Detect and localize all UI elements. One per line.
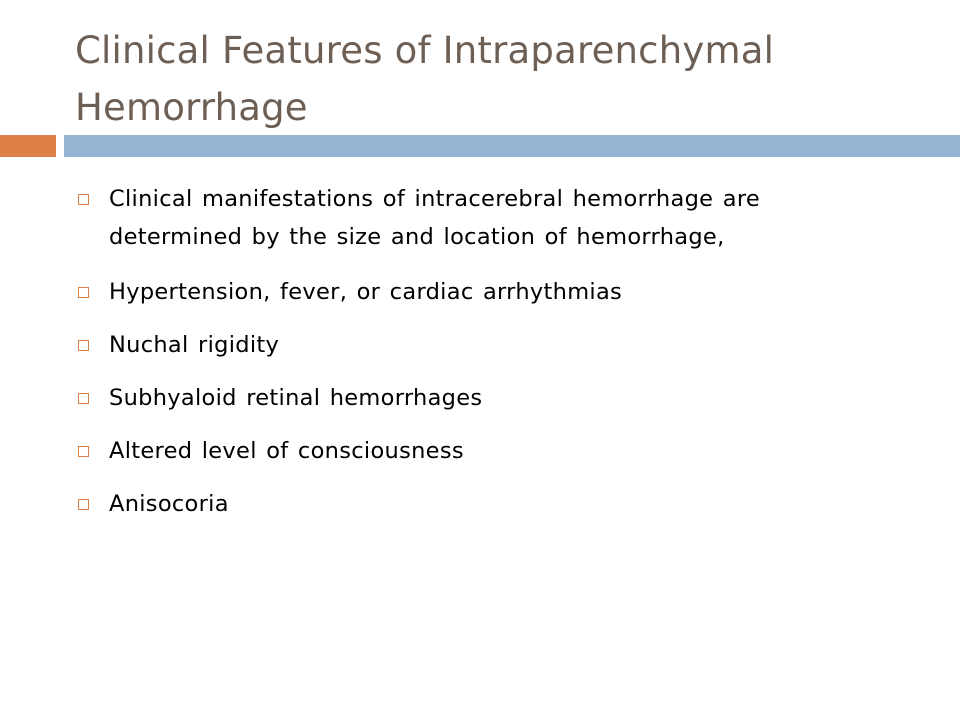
bullet-item [72, 180, 872, 256]
bullet-text: Clinical manifestations of intracerebral hemorrhage are determined by the size and location of hemorrhage, [109, 186, 761, 250]
hollow-square-icon [78, 446, 89, 457]
hollow-square-icon [78, 499, 89, 510]
bullet-text: Anisocoria [109, 491, 229, 517]
hollow-square-icon [78, 194, 89, 205]
hollow-square-icon [78, 340, 89, 351]
bullet-item [72, 485, 872, 523]
bullet-item [72, 379, 872, 417]
title-rule-accent [0, 135, 56, 157]
slide-title: Clinical Features of Intraparenchymal Hemorrhage [75, 29, 775, 129]
bullet-text: Nuchal rigidity [109, 332, 280, 358]
bullet-item [72, 326, 872, 364]
bullet-list [72, 180, 872, 538]
bullet-text: Subhyaloid retinal hemorrhages [109, 385, 483, 411]
bullet-text: Hypertension, fever, or cardiac arrhythmias [109, 279, 623, 305]
title-rule [64, 135, 960, 157]
bullet-text: Altered level of consciousness [109, 438, 464, 464]
hollow-square-icon [78, 393, 89, 404]
bullet-item [72, 432, 872, 470]
bullet-item [72, 273, 872, 311]
hollow-square-icon [78, 287, 89, 298]
